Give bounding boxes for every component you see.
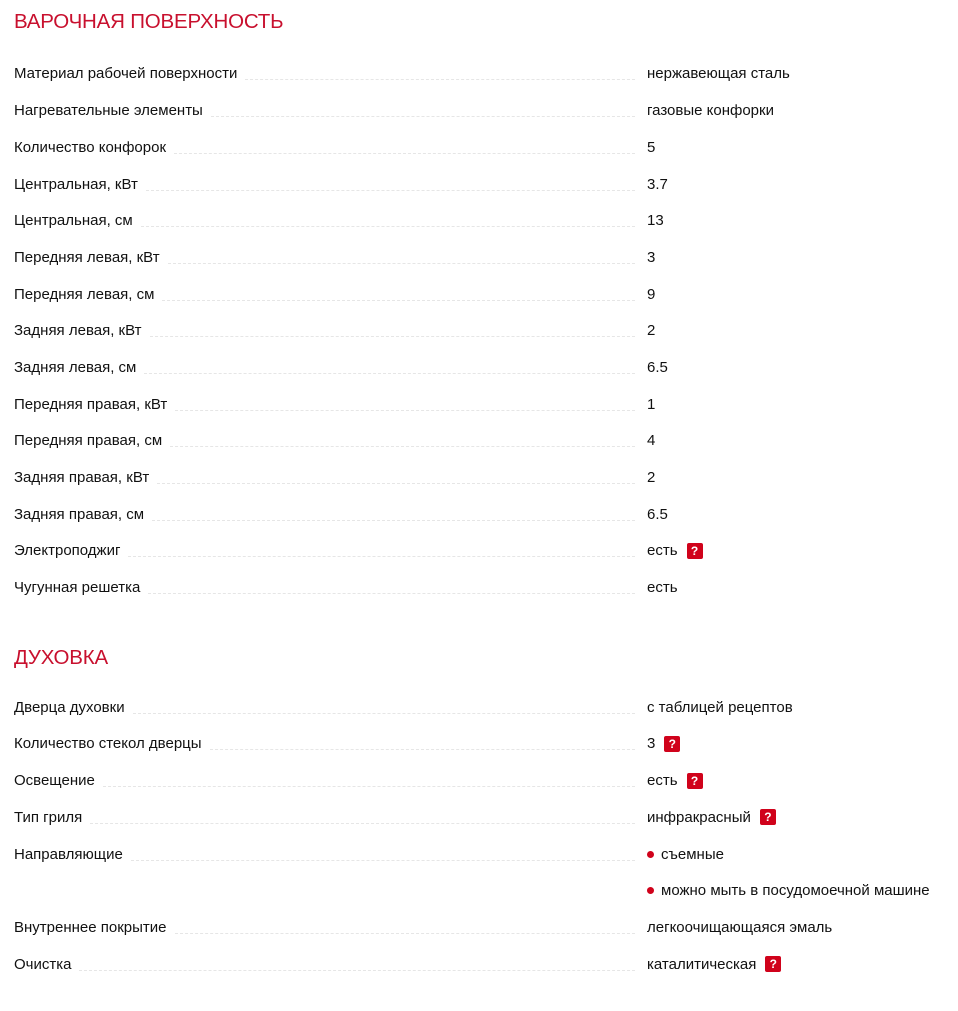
spec-label-cell — [14, 286, 635, 303]
spec-label-cell — [14, 735, 635, 752]
spec-value: 3 — [647, 248, 656, 266]
spec-label: Центральная, кВт — [14, 175, 138, 193]
dotted-leader — [141, 226, 635, 227]
spec-value: нержавеющая сталь — [647, 65, 790, 83]
dotted-leader — [150, 336, 636, 337]
dotted-leader — [79, 970, 635, 971]
spec-label: Чугунная решетка — [14, 579, 141, 597]
spec-value: газовые конфорки — [647, 102, 774, 120]
spec-label: Внутреннее покрытие — [14, 918, 167, 936]
spec-value: 5 — [647, 138, 656, 156]
spec-row — [14, 909, 958, 946]
spec-value: 9 — [647, 285, 656, 303]
spec-value-cell — [647, 542, 703, 559]
spec-label-cell — [14, 469, 635, 486]
spec-row — [14, 689, 958, 726]
spec-label: Передняя левая, см — [14, 285, 155, 303]
spec-value-cell — [647, 396, 655, 413]
help-icon[interactable]: ? — [687, 543, 703, 559]
spec-row — [14, 422, 958, 459]
spec-value-cell — [647, 919, 832, 936]
spec-value: с таблицей рецептов — [647, 698, 793, 716]
spec-label: Дверца духовки — [14, 698, 125, 716]
bullet-icon — [647, 851, 654, 858]
spec-value-cell — [647, 956, 781, 973]
spec-row — [14, 533, 958, 570]
spec-section — [14, 0, 958, 606]
spec-row — [14, 836, 958, 873]
spec-label: Задняя левая, см — [14, 358, 137, 376]
dotted-leader — [146, 190, 635, 191]
spec-label: Электроподжиг — [14, 542, 121, 560]
spec-label-cell — [14, 176, 635, 193]
spec-value-cell — [647, 139, 655, 156]
spec-value: 1 — [647, 395, 656, 413]
dotted-leader — [133, 713, 635, 714]
spec-label-cell — [14, 432, 635, 449]
help-icon[interactable]: ? — [664, 736, 680, 752]
spec-value: 3 — [647, 735, 656, 753]
spec-label-cell — [14, 65, 635, 82]
spec-value: 4 — [647, 432, 656, 450]
dotted-leader — [90, 823, 635, 824]
spec-value: можно мыть в посудомоечной машине — [661, 882, 930, 900]
spec-label: Очистка — [14, 955, 72, 973]
spec-value: есть — [647, 542, 678, 560]
dotted-leader — [131, 860, 635, 861]
spec-value: инфракрасный — [647, 808, 751, 826]
dotted-leader — [148, 593, 635, 594]
spec-label: Передняя правая, кВт — [14, 395, 168, 413]
spec-row — [14, 762, 958, 799]
spec-value: легкоочищающаяся эмаль — [647, 918, 833, 936]
spec-label: Задняя правая, кВт — [14, 469, 150, 486]
spec-label: Количество стекол дверцы — [14, 735, 202, 753]
dotted-leader — [174, 153, 635, 154]
section-title: ДУХОВКА — [14, 645, 108, 669]
spec-row — [14, 129, 958, 166]
spec-label-cell — [14, 396, 635, 413]
spec-label-cell — [14, 359, 635, 376]
spec-value-cell — [647, 506, 668, 523]
help-icon[interactable]: ? — [765, 956, 781, 972]
spec-label-cell — [14, 846, 635, 863]
spec-label: Центральная, см — [14, 212, 133, 230]
spec-label: Передняя левая, кВт — [14, 248, 160, 266]
spec-row — [14, 92, 958, 129]
dotted-leader — [144, 373, 635, 374]
dotted-leader — [175, 933, 635, 934]
dotted-leader — [128, 556, 635, 557]
dotted-leader — [245, 79, 635, 80]
spec-label-cell — [14, 699, 635, 716]
spec-label-cell — [14, 919, 635, 936]
spec-label: Тип гриля — [14, 808, 83, 826]
spec-value-cell — [647, 322, 655, 339]
spec-row — [14, 872, 958, 909]
spec-value: съемные — [661, 845, 724, 863]
spec-row — [14, 166, 958, 203]
spec-label: Задняя правая, см — [14, 505, 145, 523]
spec-row — [14, 799, 958, 836]
dotted-leader — [103, 786, 635, 787]
spec-value: 2 — [647, 322, 656, 340]
spec-value-cell — [647, 432, 655, 449]
spec-label-cell — [14, 506, 635, 523]
spec-value: каталитическая — [647, 955, 757, 973]
spec-label-cell — [14, 809, 635, 826]
spec-value-cell — [647, 65, 790, 82]
spec-label: Освещение — [14, 772, 95, 790]
dotted-leader — [168, 263, 635, 264]
dotted-leader — [175, 410, 635, 411]
spec-value-cell — [647, 102, 774, 119]
spec-section — [14, 644, 958, 983]
spec-value: 3.7 — [647, 175, 668, 193]
spec-row — [14, 386, 958, 423]
spec-row — [14, 349, 958, 386]
spec-label: Материал рабочей поверхности — [14, 65, 238, 83]
spec-label-cell — [14, 772, 635, 789]
spec-row — [14, 312, 958, 349]
spec-row — [14, 56, 958, 93]
spec-label-cell — [14, 212, 635, 229]
dotted-leader — [157, 483, 635, 484]
section-title: ВАРОЧНАЯ ПОВЕРХНОСТЬ — [14, 10, 284, 33]
spec-value-cell — [647, 579, 678, 596]
spec-label: Передняя правая, см — [14, 432, 163, 450]
help-icon[interactable]: ? — [760, 809, 776, 825]
dotted-leader — [162, 300, 635, 301]
spec-value-cell — [647, 469, 655, 486]
spec-value: есть — [647, 772, 678, 790]
spec-label: Направляющие — [14, 845, 123, 863]
spec-value-cell — [647, 882, 930, 899]
spec-row — [14, 459, 958, 496]
spec-value: 6.5 — [647, 358, 668, 376]
spec-row — [14, 202, 958, 239]
spec-label: Нагревательные элементы — [14, 102, 203, 120]
spec-label: Задняя левая, кВт — [14, 322, 142, 340]
spec-label: Количество конфорок — [14, 138, 167, 156]
spec-value-cell — [647, 249, 655, 266]
spec-value-cell — [647, 846, 724, 863]
spec-value: 13 — [647, 212, 664, 230]
spec-label-cell — [14, 542, 635, 559]
spec-label-cell — [14, 956, 635, 973]
dotted-leader — [152, 520, 635, 521]
spec-label-cell — [14, 579, 635, 596]
spec-label-cell — [14, 249, 635, 266]
bullet-icon — [647, 887, 654, 894]
dotted-leader — [170, 446, 635, 447]
dotted-leader — [210, 749, 635, 750]
spec-label-cell — [14, 102, 635, 119]
spec-value-cell — [647, 772, 703, 789]
spec-value: 2 — [647, 469, 656, 486]
spec-row — [14, 726, 958, 763]
spec-label-cell — [14, 322, 635, 339]
spec-value-cell — [647, 809, 776, 826]
help-icon[interactable]: ? — [687, 773, 703, 789]
spec-value: есть — [647, 579, 678, 597]
spec-value: 6.5 — [647, 505, 668, 523]
spec-row — [14, 276, 958, 313]
spec-value-cell — [647, 176, 668, 193]
spec-value-cell — [647, 699, 793, 716]
spec-row — [14, 239, 958, 276]
spec-label-cell — [14, 139, 635, 156]
spec-row — [14, 946, 958, 983]
dotted-leader — [211, 116, 635, 117]
spec-value-cell — [647, 735, 680, 752]
spec-value-cell — [647, 359, 668, 376]
spec-value-cell — [647, 212, 664, 229]
spec-row — [14, 496, 958, 533]
spec-value-cell — [647, 286, 655, 303]
spec-row — [14, 569, 958, 606]
